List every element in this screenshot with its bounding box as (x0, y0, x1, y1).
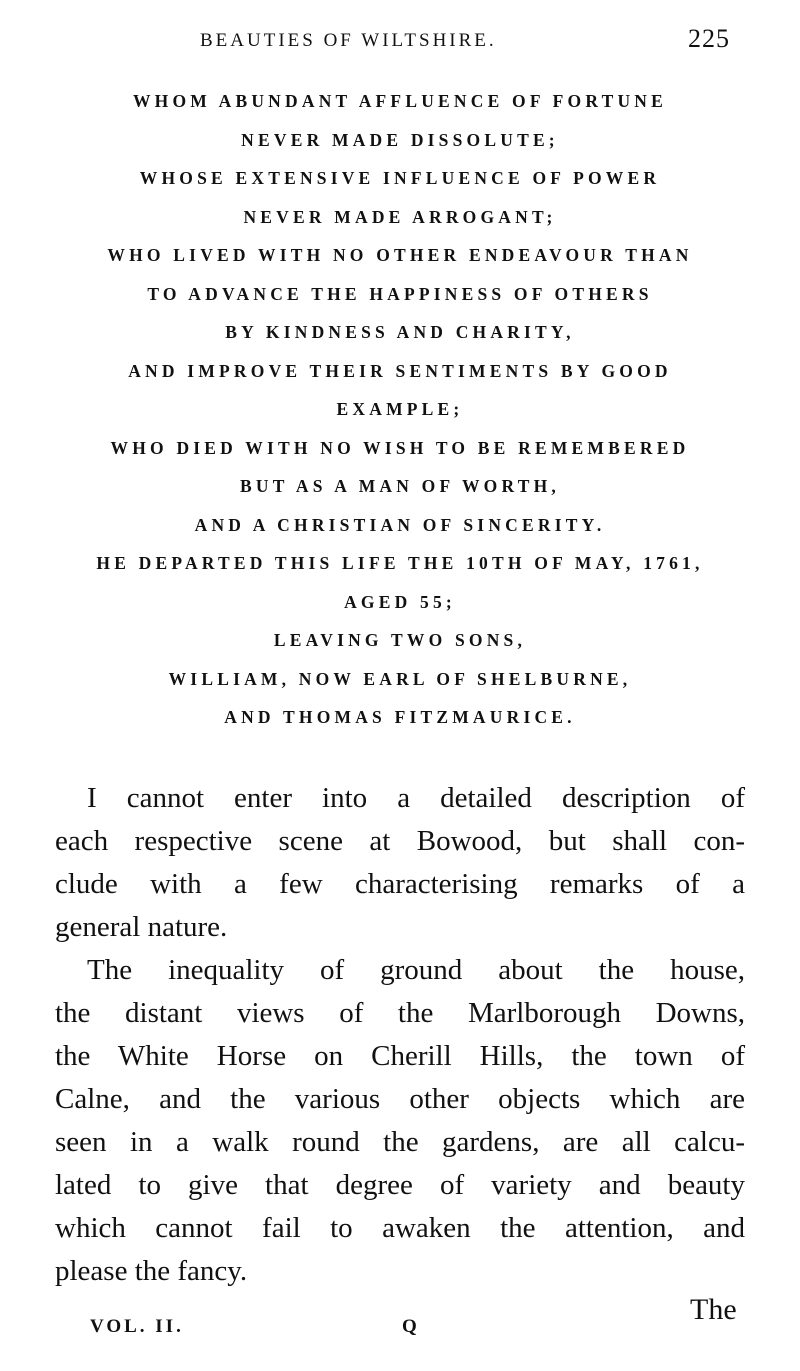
text-line: The inequality of ground about the house, (87, 954, 745, 986)
text-line: seen in a walk round the gardens, are all calcu- (55, 1126, 745, 1158)
text-line: which cannot fail to awaken the attention, and (55, 1212, 745, 1244)
text-line: clude with a few characterising remarks of a (55, 868, 745, 900)
inscription-line: AND THOMAS FITZMAURICE. (224, 707, 576, 727)
inscription-line: WHOSE EXTENSIVE INFLUENCE OF POWER (139, 168, 661, 188)
inscription-line: EXAMPLE; (336, 399, 464, 419)
paragraph-2 (55, 949, 745, 1293)
inscription-line: AND A CHRISTIAN OF SINCERITY. (194, 514, 606, 535)
text-line: I cannot enter into a detailed description of (87, 782, 745, 814)
signature-mark: Q (402, 1316, 420, 1337)
running-head: BEAUTIES OF WILTSHIRE. (200, 30, 497, 51)
catchword: The (690, 1293, 737, 1326)
inscription-line: AGED 55; (344, 591, 456, 612)
inscription-line: LEAVING TWO SONS, (273, 630, 527, 650)
inscription-line: NEVER MADE DISSOLUTE; (241, 129, 559, 150)
inscription-line: BUT AS A MAN OF WORTH, (240, 476, 560, 496)
inscription-line: NEVER MADE ARROGANT; (243, 206, 557, 227)
volume-label: VOL. II. (90, 1316, 184, 1337)
inscription-line: HE DEPARTED THIS LIFE THE 10TH OF MAY, 1761, (96, 553, 704, 573)
text-line: Calne, and the various other objects which are (55, 1083, 745, 1115)
text-line: please the fancy. (55, 1255, 248, 1287)
inscription-line: BY KINDNESS AND CHARITY, (225, 322, 575, 342)
inscription-line: WHOM ABUNDANT AFFLUENCE OF FORTUNE (132, 91, 667, 111)
inscription-line: WILLIAM, NOW EARL OF SHELBURNE, (168, 668, 632, 689)
page-number: 225 (688, 24, 730, 53)
text-line: each respective scene at Bowood, but shall con- (55, 825, 745, 857)
text-line: the White Horse on Cherill Hills, the town of (55, 1040, 745, 1072)
inscription-line: AND IMPROVE THEIR SENTIMENTS BY GOOD (128, 360, 672, 381)
text-line: general nature. (55, 911, 228, 943)
text-line: lated to give that degree of variety and beauty (55, 1169, 745, 1201)
paragraph-1 (55, 777, 745, 949)
inscription-line: WHO DIED WITH NO WISH TO BE REMEMBERED (110, 437, 690, 458)
inscription-line: WHO LIVED WITH NO OTHER ENDEAVOUR THAN (107, 245, 693, 265)
text-line: the distant views of the Marlborough Downs, (55, 997, 745, 1029)
inscription-line: TO ADVANCE THE HAPPINESS OF OTHERS (147, 283, 653, 304)
